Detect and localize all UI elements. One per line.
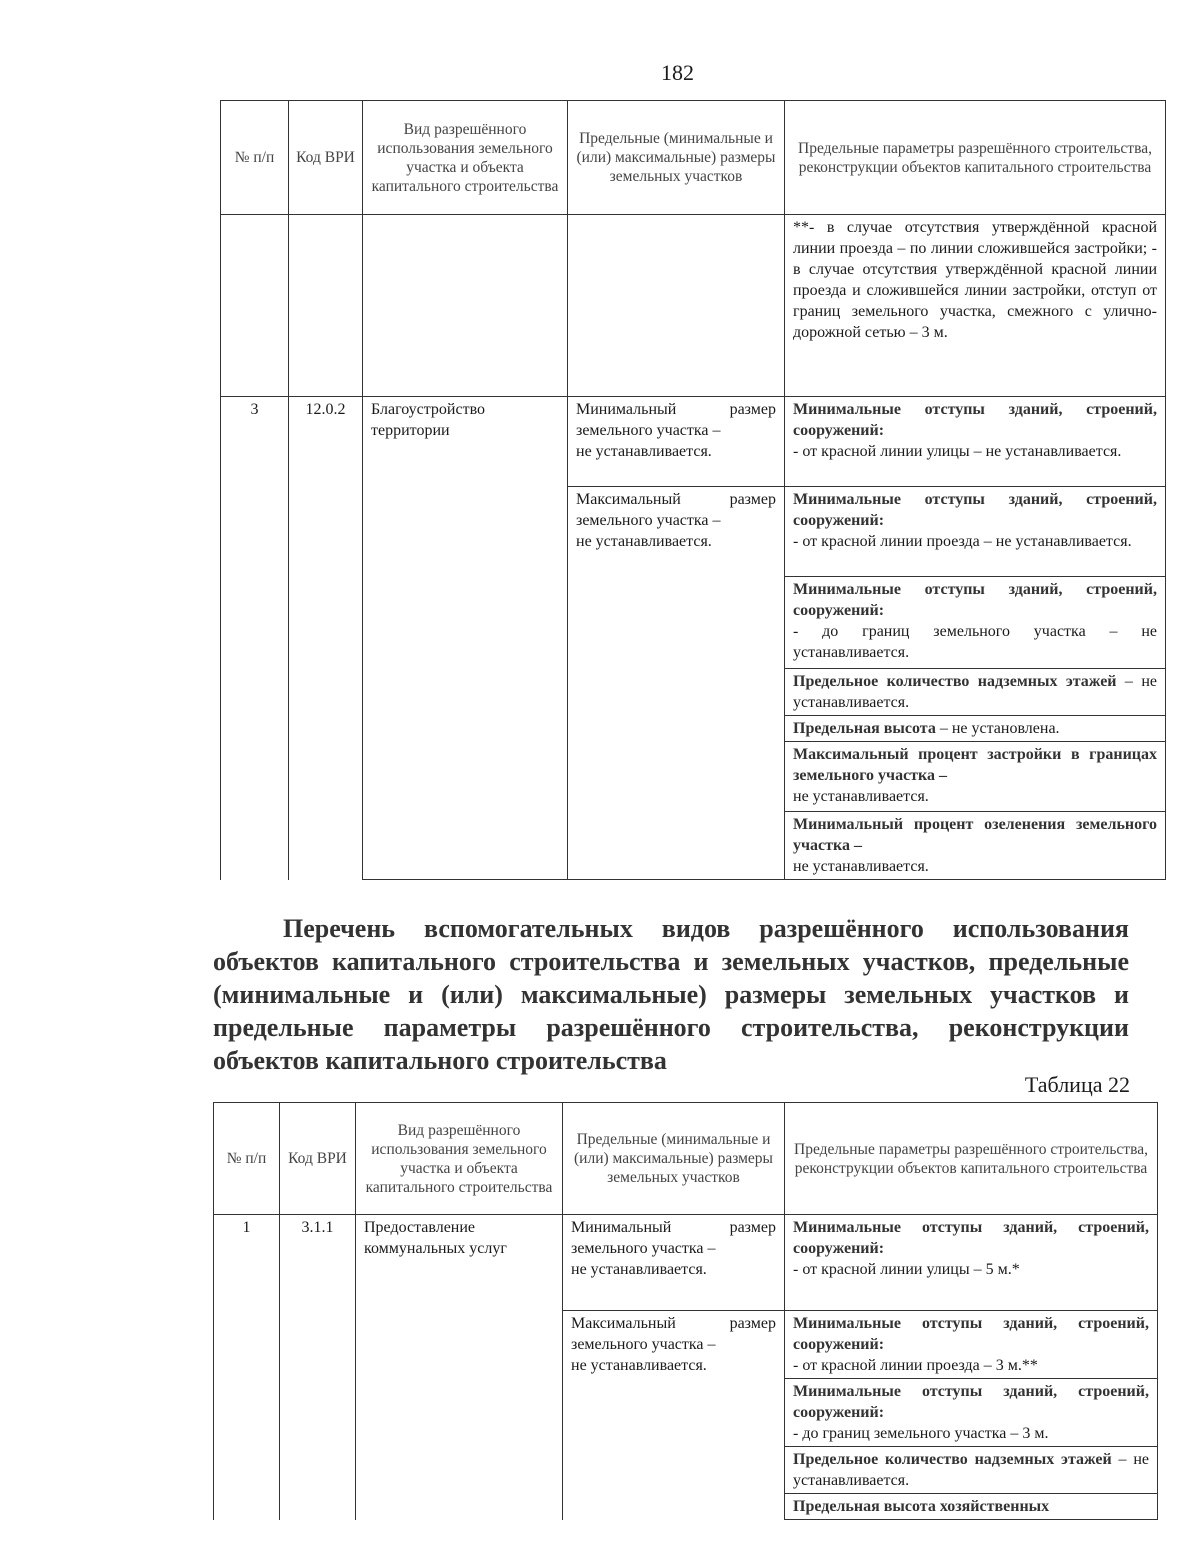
param-value: - до границ земельного участка – не устанавливается. [793,623,1157,661]
header-code: Код ВРИ [280,1103,356,1215]
row-code: 12.0.2 [289,397,363,880]
size-min-cell [568,397,785,487]
param-value: не устанавливается. [793,858,929,875]
param-title: Предельное количество надземных этажей [793,673,1117,690]
param-cell [785,669,1166,716]
header-code: Код ВРИ [289,101,363,215]
table-row [221,215,1166,397]
header-sizes: Предельные (минимальные и (или) максимальные) размеры земельных участков [563,1103,785,1215]
param-value: не устанавливается. [793,788,929,805]
param-value: - от красной линии проезда – 3 м.** [793,1357,1038,1374]
header-params: Предельные параметры разрешённого строительства, реконструкции объектов капитального строительства [785,1103,1158,1215]
param-cell [785,1379,1158,1447]
header-type: Вид разрешённого использования земельного участка и объекта капитального строительства [356,1103,563,1215]
table-row [214,1215,1158,1311]
param-value: - от красной линии улицы – 5 м.* [793,1261,1020,1278]
param-value: – не устанавливается. [793,673,1157,711]
param-cell [785,487,1166,577]
param-cell [785,577,1166,669]
table-header-row [214,1103,1158,1215]
param-cell [785,742,1166,812]
row-type: Благоустройство территории [363,397,568,880]
param-value: – не установлена. [935,720,1060,737]
param-title: Минимальный процент озеленения земельного участка – [793,816,1157,854]
section-heading: Перечень вспомогательных видов разрешённого использования объектов капитального строительства и земельных участков, предельные (минимальные и (или) максимальные) размеры земельных участков и предельные параметры разрешённого строительства, реконструкции объектов капитального строительства [213,914,1129,1075]
size-min-value: не устанавливается. [571,1261,707,1278]
param-title: Минимальные отступы зданий, строений, сооружений: [793,1383,1149,1421]
table-header-row [221,101,1166,215]
param-cell [785,812,1166,880]
cell-empty [568,215,785,397]
size-min-cell [563,1215,785,1311]
table-row [221,397,1166,487]
cell-empty [289,215,363,397]
cell-empty [785,1519,1158,1520]
header-sizes: Предельные (минимальные и (или) максимальные) размеры земельных участков [568,101,785,215]
param-title: Максимальный процент застройки в границах земельного участка – [793,746,1157,784]
size-min-title: Минимальный размер земельного участка – [571,1219,776,1257]
table-22 [213,1102,1158,1520]
param-title: Минимальные отступы зданий, строений, сооружений: [793,401,1157,439]
header-num: № п/п [214,1103,280,1215]
row-num: 1 [214,1215,280,1520]
param-cell [785,1494,1158,1520]
param-title: Минимальные отступы зданий, строений, сооружений: [793,1315,1149,1353]
param-value: – не устанавливается. [793,1451,1149,1489]
size-max-value: не устанавливается. [576,533,712,550]
table-continued [220,100,1166,880]
param-cell [785,1311,1158,1379]
param-title: Минимальные отступы зданий, строений, сооружений: [793,581,1157,619]
param-cell [785,1215,1158,1311]
table-label: Таблица 22 [1024,1072,1130,1097]
size-max-cell [563,1311,785,1520]
row-type: Предоставление коммунальных услуг [356,1215,563,1520]
row-num: 3 [221,397,289,880]
cell-empty [363,215,568,397]
continuation-text: **- в случае отсутствия утверждённой красной линии проезда – по линии сложившейся застройки; - в случае отсутствия утверждённой красной линии проезда и сложившейся линии застройки, отступ от границ земельного участка, смежного с улично-дорожной сетью – 3 м. [785,215,1166,397]
cell-empty [221,215,289,397]
size-max-title: Максимальный размер земельного участка – [576,491,776,529]
param-value: - до границ земельного участка – 3 м. [793,1425,1049,1442]
param-title: Минимальные отступы зданий, строений, сооружений: [793,1219,1149,1257]
header-num: № п/п [221,101,289,215]
param-title: Предельная высота хозяйственных [793,1498,1050,1515]
size-max-title: Максимальный размер земельного участка – [571,1315,776,1353]
header-params: Предельные параметры разрешённого строительства, реконструкции объектов капитального строительства [785,101,1166,215]
header-type: Вид разрешённого использования земельного участка и объекта капитального строительства [363,101,568,215]
param-value: - от красной линии улицы – не устанавливается. [793,443,1122,460]
param-cell [785,1447,1158,1494]
param-cell [785,397,1166,487]
size-min-value: не устанавливается. [576,443,712,460]
row-code: 3.1.1 [280,1215,356,1520]
size-max-value: не устанавливается. [571,1357,707,1374]
param-cell [785,716,1166,742]
param-value: - от красной линии проезда – не устанавливается. [793,533,1132,550]
size-max-cell [568,487,785,880]
size-min-title: Минимальный размер земельного участка – [576,401,776,439]
param-title: Предельное количество надземных этажей [793,1451,1112,1468]
param-title: Минимальные отступы зданий, строений, сооружений: [793,491,1157,529]
param-title: Предельная высота [793,720,936,737]
page-number: 182 [661,60,694,85]
